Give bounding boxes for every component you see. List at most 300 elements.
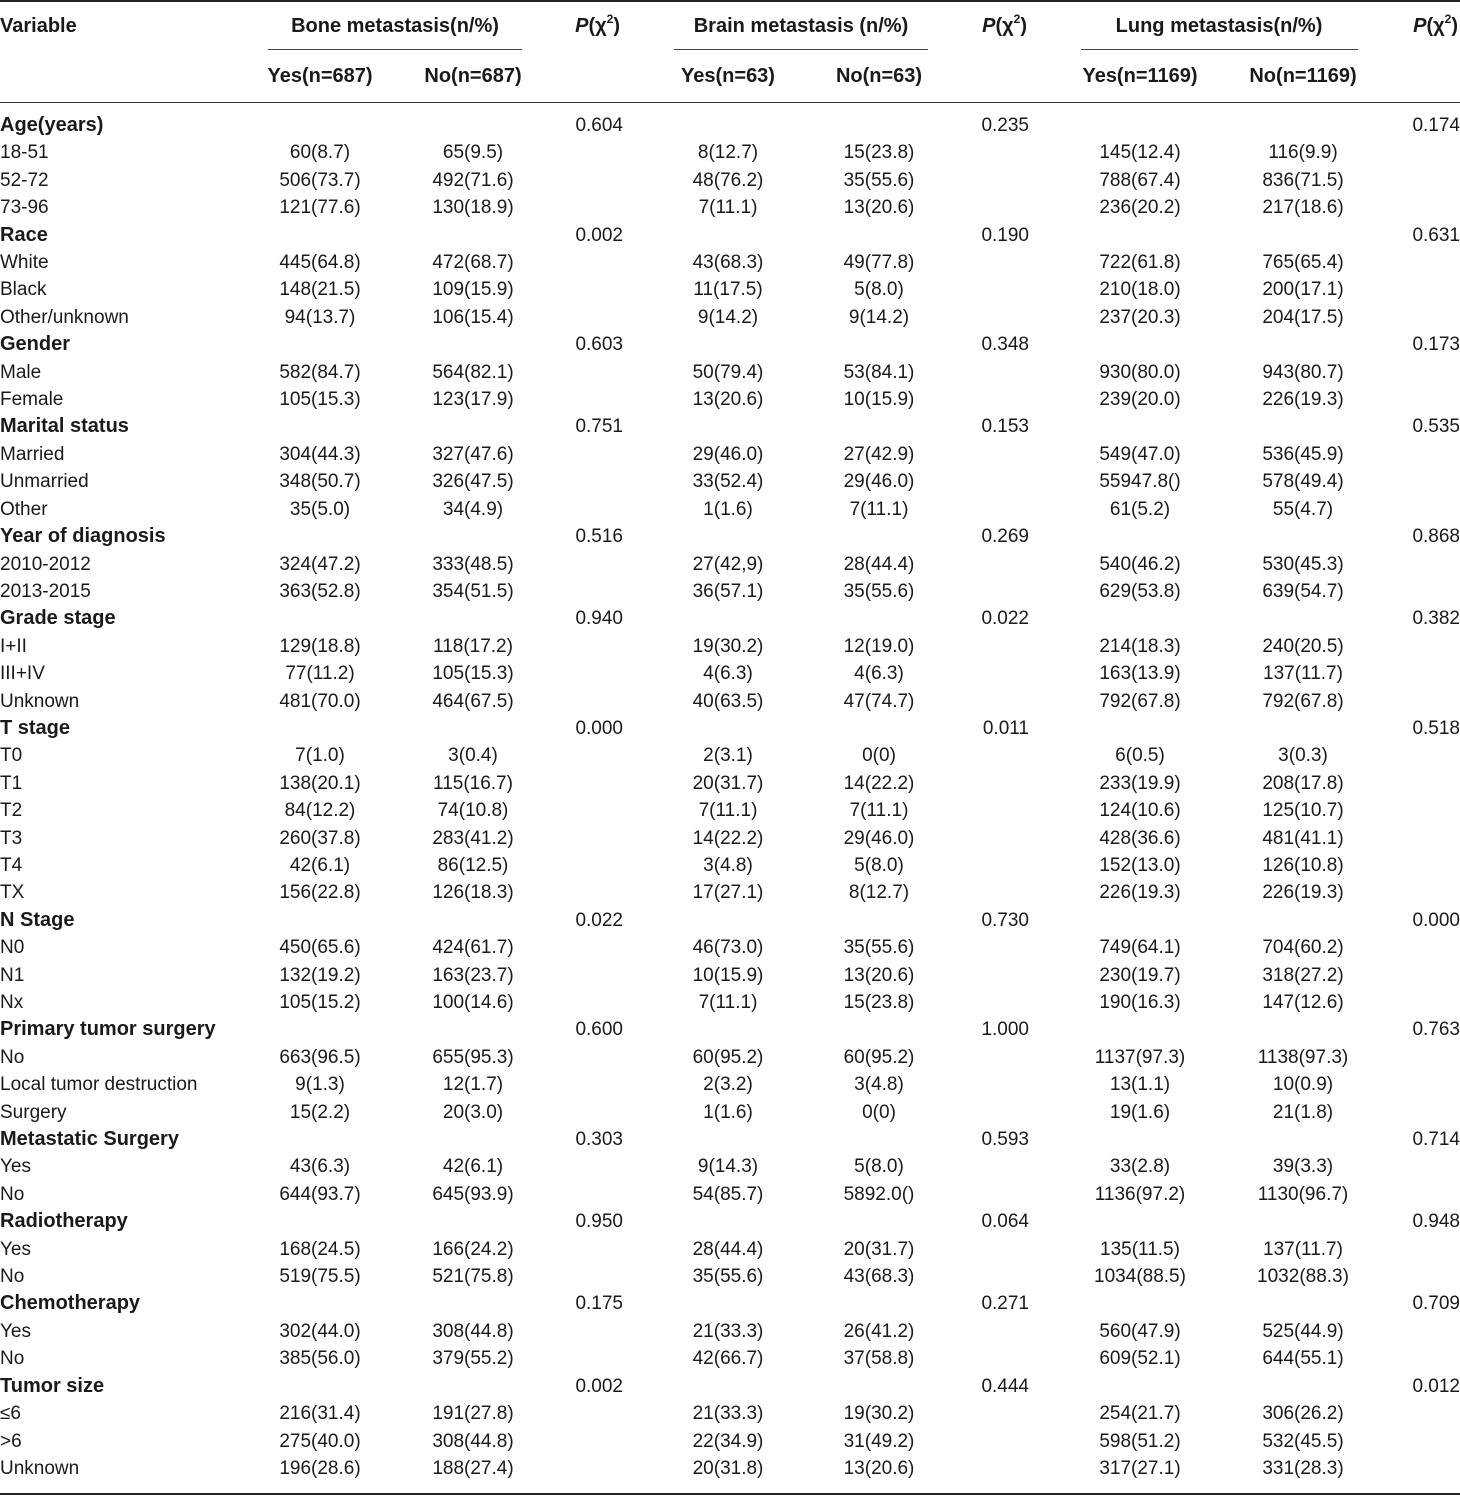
row-label: Yes [0, 1320, 31, 1342]
p-value-p3: 0.631 [1412, 224, 1460, 246]
table-row [0, 139, 1460, 166]
cell-bn: 308(44.8) [432, 1320, 514, 1342]
cell-rn: 19(30.2) [843, 1403, 915, 1425]
cell-bn: 20(3.0) [442, 1101, 504, 1123]
p-value-p1: 0.940 [575, 608, 623, 630]
cell-ly: 163(13.9) [1099, 663, 1181, 685]
cell-ly: 61(5.2) [1109, 498, 1171, 520]
table-row [0, 688, 1460, 715]
cell-ln: 331(28.3) [1262, 1457, 1344, 1479]
row-label: Local tumor destruction [0, 1074, 198, 1096]
p-value-p1: 0.002 [575, 1375, 623, 1397]
cell-by: 15(2.2) [289, 1101, 351, 1123]
cell-rn: 13(20.6) [843, 197, 915, 219]
cell-ln: 217(18.6) [1262, 197, 1344, 219]
table-row [0, 1044, 1460, 1071]
table-row [0, 1181, 1460, 1208]
cell-ry: 14(22.2) [692, 827, 764, 849]
cell-ly: 210(18.0) [1099, 279, 1181, 301]
cell-rn: 60(95.2) [843, 1046, 915, 1068]
p-value-p2: 0.730 [981, 909, 1029, 931]
cell-ry: 21(33.3) [692, 1403, 764, 1425]
cell-bn: 464(67.5) [432, 690, 514, 712]
row-label: 2010-2012 [0, 553, 91, 575]
p-value-p3: 0.709 [1412, 1293, 1460, 1315]
cell-ly: 33(2.8) [1109, 1156, 1171, 1178]
section-row [0, 1373, 1460, 1400]
cell-bn: 564(82.1) [432, 361, 514, 383]
cell-bn: 326(47.5) [432, 471, 514, 493]
cell-ln: 536(45.9) [1262, 443, 1344, 465]
cell-ry: 22(34.9) [692, 1430, 764, 1452]
cell-by: 9(1.3) [295, 1074, 345, 1096]
cell-ly: 598(51.2) [1099, 1430, 1181, 1452]
section-label: Tumor size [0, 1374, 105, 1397]
table-row [0, 1153, 1460, 1180]
cell-ly: 1137(97.3) [1094, 1046, 1186, 1068]
cell-by: 7(1.0) [295, 745, 345, 767]
table-row [0, 852, 1460, 879]
cell-by: 105(15.2) [279, 992, 361, 1013]
section-label: Metastatic Surgery [0, 1128, 179, 1151]
p-value-p2: 0.269 [981, 526, 1029, 548]
cell-bn: 655(95.3) [432, 1046, 514, 1068]
cell-ry: 13(20.6) [692, 389, 764, 411]
cell-ry: 10(15.9) [692, 964, 764, 986]
p-value-p3: 0.714 [1412, 1129, 1460, 1151]
cell-by: 363(52.8) [279, 580, 361, 602]
cell-ry: 21(33.3) [692, 1320, 764, 1342]
cell-rn: 5892.0() [843, 1183, 915, 1205]
row-label: >6 [0, 1430, 22, 1452]
cell-ln: 3(0.3) [1278, 745, 1328, 767]
cell-bn: 105(15.3) [432, 663, 514, 685]
header-bone-group: Bone metastasis(n/%) [291, 15, 499, 37]
section-row [0, 1290, 1460, 1317]
cell-by: 77(11.2) [285, 663, 355, 685]
cell-ly: 230(19.7) [1099, 964, 1181, 986]
cell-ry: 1(1.6) [703, 498, 753, 520]
cell-ry: 29(46.0) [692, 443, 764, 465]
cell-ry: 50(79.4) [692, 361, 764, 383]
cell-bn: 645(93.9) [432, 1183, 514, 1205]
cell-ry: 2(3.2) [703, 1074, 753, 1096]
section-row [0, 715, 1460, 742]
cell-by: 138(20.1) [279, 772, 361, 794]
cell-bn: 130(18.9) [432, 197, 514, 219]
cell-rn: 0(0) [862, 1101, 896, 1123]
cell-ly: 317(27.1) [1099, 1457, 1181, 1479]
section-label: Chemotherapy [0, 1292, 141, 1315]
row-label: Unmarried [0, 471, 89, 493]
cell-by: 385(56.0) [279, 1348, 361, 1370]
cell-ly: 124(10.6) [1099, 800, 1181, 822]
cell-rn: 10(15.9) [843, 389, 915, 411]
section-row [0, 331, 1460, 358]
cell-ln: 532(45.5) [1262, 1430, 1344, 1452]
cell-ln: 125(10.7) [1262, 800, 1344, 822]
cell-ly: 629(53.8) [1099, 580, 1181, 602]
table-row [0, 770, 1460, 797]
cell-rn: 12(19.0) [843, 635, 915, 657]
row-label: No [0, 1046, 25, 1068]
chi-open: (χ [995, 15, 1014, 37]
section-row [0, 605, 1460, 632]
row-label: Married [0, 443, 65, 465]
top-rule [0, 0, 1460, 2]
cell-ln: 126(10.8) [1262, 854, 1344, 876]
row-label: Female [0, 389, 64, 411]
cell-rn: 26(41.2) [843, 1320, 915, 1342]
table-row [0, 441, 1460, 468]
cell-by: 168(24.5) [279, 1238, 361, 1260]
cell-by: 216(31.4) [279, 1403, 361, 1425]
cell-rn: 4(6.3) [854, 663, 904, 685]
table-row [0, 934, 1460, 961]
cell-rn: 15(23.8) [843, 142, 915, 164]
cell-rn: 43(68.3) [843, 1266, 915, 1288]
cell-rn: 8(12.7) [848, 882, 910, 904]
cell-by: 196(28.6) [279, 1457, 361, 1479]
p-value-p2: 0.153 [981, 416, 1029, 438]
cell-ly: 214(18.3) [1099, 635, 1181, 657]
row-label: N0 [0, 937, 25, 959]
cell-ly: 239(20.0) [1099, 389, 1181, 411]
table-row [0, 1263, 1460, 1290]
cell-ly: 135(11.5) [1100, 1238, 1180, 1260]
cell-ln: 578(49.4) [1262, 471, 1344, 493]
header-bone-yes: Yes(n=687) [267, 65, 373, 87]
cell-bn: 492(71.6) [432, 169, 514, 191]
section-row [0, 222, 1460, 249]
table-row [0, 551, 1460, 578]
cell-by: 275(40.0) [279, 1430, 361, 1452]
cell-bn: 126(18.3) [432, 882, 514, 904]
section-label: Grade stage [0, 607, 116, 630]
chi-superscript: 2 [606, 12, 614, 26]
cell-rn: 35(55.6) [843, 937, 915, 959]
cell-ln: 208(17.8) [1262, 772, 1344, 794]
section-label: Race [0, 223, 48, 246]
cell-ly: 19(1.6) [1109, 1101, 1171, 1123]
cell-ly: 13(1.1) [1109, 1074, 1171, 1096]
cell-ry: 43(68.3) [692, 252, 764, 274]
cell-ln: 116(9.9) [1268, 142, 1338, 164]
p-value-p1: 0.022 [575, 909, 623, 931]
cell-ly: 722(61.8) [1099, 252, 1181, 274]
cell-ry: 9(14.3) [697, 1156, 759, 1178]
cell-ln: 481(41.1) [1262, 827, 1344, 849]
header-p-chi-brain [982, 14, 1027, 38]
cell-bn: 424(61.7) [432, 937, 514, 959]
p-value-p3: 0.012 [1412, 1375, 1460, 1397]
row-label: Surgery [0, 1101, 67, 1123]
cell-rn: 3(4.8) [854, 1074, 904, 1096]
cell-rn: 5(8.0) [854, 279, 904, 301]
section-label: Year of diagnosis [0, 525, 166, 548]
cell-bn: 74(10.8) [437, 800, 509, 822]
cell-by: 156(22.8) [279, 882, 361, 904]
cell-bn: 379(55.2) [432, 1348, 514, 1370]
row-label: No [0, 1348, 25, 1370]
cell-ly: 145(12.4) [1099, 142, 1181, 164]
section-row [0, 112, 1460, 139]
cell-bn: 472(68.7) [432, 252, 514, 274]
cell-bn: 308(44.8) [432, 1430, 514, 1452]
p-value-p2: 0.022 [981, 608, 1029, 630]
section-label: Age(years) [0, 114, 104, 136]
p-value-p2: 0.271 [981, 1293, 1029, 1315]
cell-ln: 530(45.3) [1262, 553, 1344, 575]
cell-bn: 123(17.9) [432, 389, 514, 411]
row-label: 52-72 [0, 169, 49, 191]
cell-ry: 27(42,9) [692, 553, 764, 575]
row-label: White [0, 252, 49, 274]
cell-bn: 521(75.8) [432, 1266, 514, 1288]
table-row [0, 797, 1460, 824]
cell-ly: 792(67.8) [1099, 690, 1181, 712]
cell-by: 481(70.0) [279, 690, 361, 712]
row-label: T4 [0, 854, 23, 876]
cell-ry: 36(57.1) [692, 580, 764, 602]
cell-ry: 28(44.4) [692, 1238, 764, 1260]
p-value-p3: 0.868 [1412, 526, 1460, 548]
p-value-p1: 0.950 [575, 1211, 623, 1233]
cell-bn: 354(51.5) [432, 580, 514, 602]
p-value-p1: 0.002 [575, 224, 623, 246]
cell-by: 324(47.2) [279, 553, 361, 575]
cell-bn: 34(4.9) [442, 498, 504, 520]
cell-rn: 31(49.2) [843, 1430, 915, 1452]
cell-ln: 147(12.6) [1262, 992, 1344, 1013]
section-label: Marital status [0, 415, 129, 438]
p-value-p2: 1.000 [981, 1019, 1029, 1041]
cell-ly: 190(16.3) [1099, 992, 1181, 1013]
chi-close: ) [613, 15, 620, 37]
table-row [0, 1099, 1460, 1126]
cell-ry: 9(14.2) [697, 306, 759, 328]
p-value-p1: 0.516 [575, 526, 623, 548]
cell-ry: 35(55.6) [692, 1266, 764, 1288]
p-value-p1: 0.603 [575, 334, 623, 356]
cell-ln: 240(20.5) [1262, 635, 1344, 657]
cell-ly: 233(19.9) [1099, 772, 1181, 794]
cell-ln: 704(60.2) [1262, 937, 1344, 959]
cell-rn: 47(74.7) [843, 690, 915, 712]
cell-ln: 644(55.1) [1262, 1348, 1344, 1370]
cell-by: 663(96.5) [279, 1046, 361, 1068]
table-row [0, 1428, 1460, 1455]
bone-group-rule [268, 49, 522, 50]
p-value-p2: 0.064 [981, 1211, 1029, 1233]
p-symbol: P [1413, 15, 1427, 37]
cell-ly: 428(36.6) [1099, 827, 1181, 849]
cell-ly: 237(20.3) [1099, 306, 1181, 328]
row-label: Yes [0, 1238, 31, 1260]
cell-ln: 137(11.7) [1263, 1238, 1343, 1260]
cell-ln: 55(4.7) [1272, 498, 1334, 520]
cell-bn: 283(41.2) [432, 827, 514, 849]
cell-ly: 560(47.9) [1099, 1320, 1181, 1342]
row-label: T1 [0, 772, 23, 794]
cell-ln: 792(67.8) [1262, 690, 1344, 712]
cell-ry: 20(31.7) [692, 772, 764, 794]
cell-ry: 17(27.1) [692, 882, 764, 904]
p-value-p3: 0.382 [1412, 608, 1460, 630]
table-row [0, 249, 1460, 276]
cell-ln: 1032(88.3) [1257, 1266, 1349, 1288]
lung-group-rule [1081, 49, 1358, 50]
cell-ly: 749(64.1) [1099, 937, 1181, 959]
cell-by: 644(93.7) [279, 1183, 361, 1205]
cell-by: 260(37.8) [279, 827, 361, 849]
cell-by: 129(18.8) [279, 635, 361, 657]
row-label: 2013-2015 [0, 580, 91, 602]
cell-ln: 765(65.4) [1262, 252, 1344, 274]
cell-by: 43(6.3) [289, 1156, 351, 1178]
cell-ly: 788(67.4) [1099, 169, 1181, 191]
cell-by: 582(84.7) [279, 361, 361, 383]
cell-rn: 15(23.8) [843, 992, 915, 1013]
p-value-p3: 0.174 [1412, 115, 1460, 136]
section-label: N Stage [0, 908, 75, 931]
cell-ry: 40(63.5) [692, 690, 764, 712]
cell-by: 121(77.6) [279, 197, 361, 219]
cell-bn: 188(27.4) [432, 1457, 514, 1479]
cell-bn: 166(24.2) [432, 1238, 514, 1260]
header-brain-group: Brain metastasis (n/%) [693, 15, 909, 37]
header-lung-no: No(n=1169) [1249, 65, 1357, 87]
cell-bn: 109(15.9) [432, 279, 514, 301]
cell-ry: 33(52.4) [692, 471, 764, 493]
header-bone-no: No(n=687) [424, 65, 522, 87]
cell-bn: 42(6.1) [442, 1156, 504, 1178]
row-label: N1 [0, 964, 25, 986]
table-row [0, 1236, 1460, 1263]
cell-ry: 2(3.1) [703, 745, 753, 767]
row-label: Unknown [0, 690, 80, 712]
section-label: T stage [0, 716, 71, 739]
cell-ln: 306(26.2) [1262, 1403, 1344, 1425]
section-label: Primary tumor surgery [0, 1018, 216, 1041]
cell-bn: 65(9.5) [442, 142, 504, 164]
chi-open: (χ [588, 15, 607, 37]
p-value-p2: 0.235 [981, 115, 1029, 136]
p-value-p3: 0.518 [1412, 717, 1460, 739]
cell-by: 348(50.7) [279, 471, 361, 493]
table-row [0, 742, 1460, 769]
row-label: 18-51 [0, 142, 49, 164]
cell-by: 60(8.7) [289, 142, 351, 164]
cell-ln: 1130(96.7) [1257, 1183, 1349, 1205]
cell-ry: 3(4.8) [703, 854, 753, 876]
p-value-p1: 0.600 [575, 1019, 623, 1041]
chi-close: ) [1451, 15, 1458, 37]
cell-rn: 0(0) [862, 745, 896, 767]
cell-ry: 48(76.2) [692, 169, 764, 191]
cell-rn: 13(20.6) [843, 1457, 915, 1479]
cell-bn: 100(14.6) [432, 992, 514, 1013]
section-row [0, 523, 1460, 550]
p-value-p2: 0.190 [981, 224, 1029, 246]
row-label: ≤6 [0, 1403, 21, 1425]
p-value-p1: 0.751 [575, 416, 623, 438]
cell-bn: 12(1.7) [442, 1074, 504, 1096]
table-row [0, 962, 1460, 989]
cell-ry: 8(12.7) [697, 142, 759, 164]
cell-by: 148(21.5) [279, 279, 361, 301]
cell-bn: 327(47.6) [432, 443, 514, 465]
cell-bn: 118(17.2) [433, 635, 513, 657]
cell-rn: 28(44.4) [843, 553, 915, 575]
header-brain-yes: Yes(n=63) [681, 65, 775, 87]
p-value-p3: 0.535 [1412, 416, 1460, 438]
table-row [0, 633, 1460, 660]
cell-ly: 6(0.5) [1115, 745, 1165, 767]
p-value-p2: 0.444 [981, 1375, 1029, 1397]
cell-ly: 930(80.0) [1099, 361, 1181, 383]
row-label: III+IV [0, 663, 45, 685]
cell-rn: 35(55.6) [843, 169, 915, 191]
p-value-p3: 0.948 [1412, 1211, 1460, 1233]
cell-ly: 609(52.1) [1099, 1348, 1181, 1370]
header-brain-no: No(n=63) [835, 65, 923, 87]
table-row [0, 496, 1460, 523]
cell-ry: 54(85.7) [692, 1183, 764, 1205]
cell-by: 304(44.3) [279, 443, 361, 465]
cell-rn: 27(42.9) [843, 443, 915, 465]
row-label: T0 [0, 745, 23, 767]
cell-ry: 42(66.7) [692, 1348, 764, 1370]
cell-bn: 3(0.4) [448, 745, 498, 767]
p-value-p1: 0.303 [575, 1129, 623, 1151]
table-row [0, 468, 1460, 495]
cell-ln: 10(0.9) [1272, 1074, 1334, 1096]
section-row [0, 907, 1460, 934]
cell-ln: 204(17.5) [1262, 306, 1344, 328]
cell-ry: 20(31.8) [692, 1457, 764, 1479]
cell-rn: 49(77.8) [843, 252, 915, 274]
section-row [0, 413, 1460, 440]
p-value-p3: 0.763 [1412, 1019, 1460, 1041]
header-rule [0, 102, 1460, 103]
cell-rn: 7(11.1) [849, 498, 909, 520]
table-row [0, 989, 1460, 1016]
chi-superscript: 2 [1013, 12, 1021, 26]
cell-ry: 60(95.2) [692, 1046, 764, 1068]
p-value-p1: 0.000 [575, 717, 623, 739]
brain-group-rule [674, 49, 928, 50]
cell-rn: 13(20.6) [843, 964, 915, 986]
cell-rn: 20(31.7) [843, 1238, 915, 1260]
cell-ly: 254(21.7) [1099, 1403, 1181, 1425]
row-label: Other [0, 498, 48, 520]
row-label: T3 [0, 827, 23, 849]
row-label: No [0, 1266, 25, 1288]
table-row [0, 879, 1460, 906]
p-symbol: P [575, 15, 589, 37]
cell-by: 35(5.0) [289, 498, 351, 520]
cell-by: 84(12.2) [284, 800, 356, 822]
cell-by: 105(15.3) [279, 389, 361, 411]
cell-ly: 226(19.3) [1099, 882, 1181, 904]
table-row [0, 578, 1460, 605]
cell-rn: 53(84.1) [843, 361, 915, 383]
cell-rn: 37(58.8) [843, 1348, 915, 1370]
table-row [0, 1318, 1460, 1345]
cell-ln: 836(71.5) [1262, 169, 1344, 191]
cell-by: 506(73.7) [279, 169, 361, 191]
